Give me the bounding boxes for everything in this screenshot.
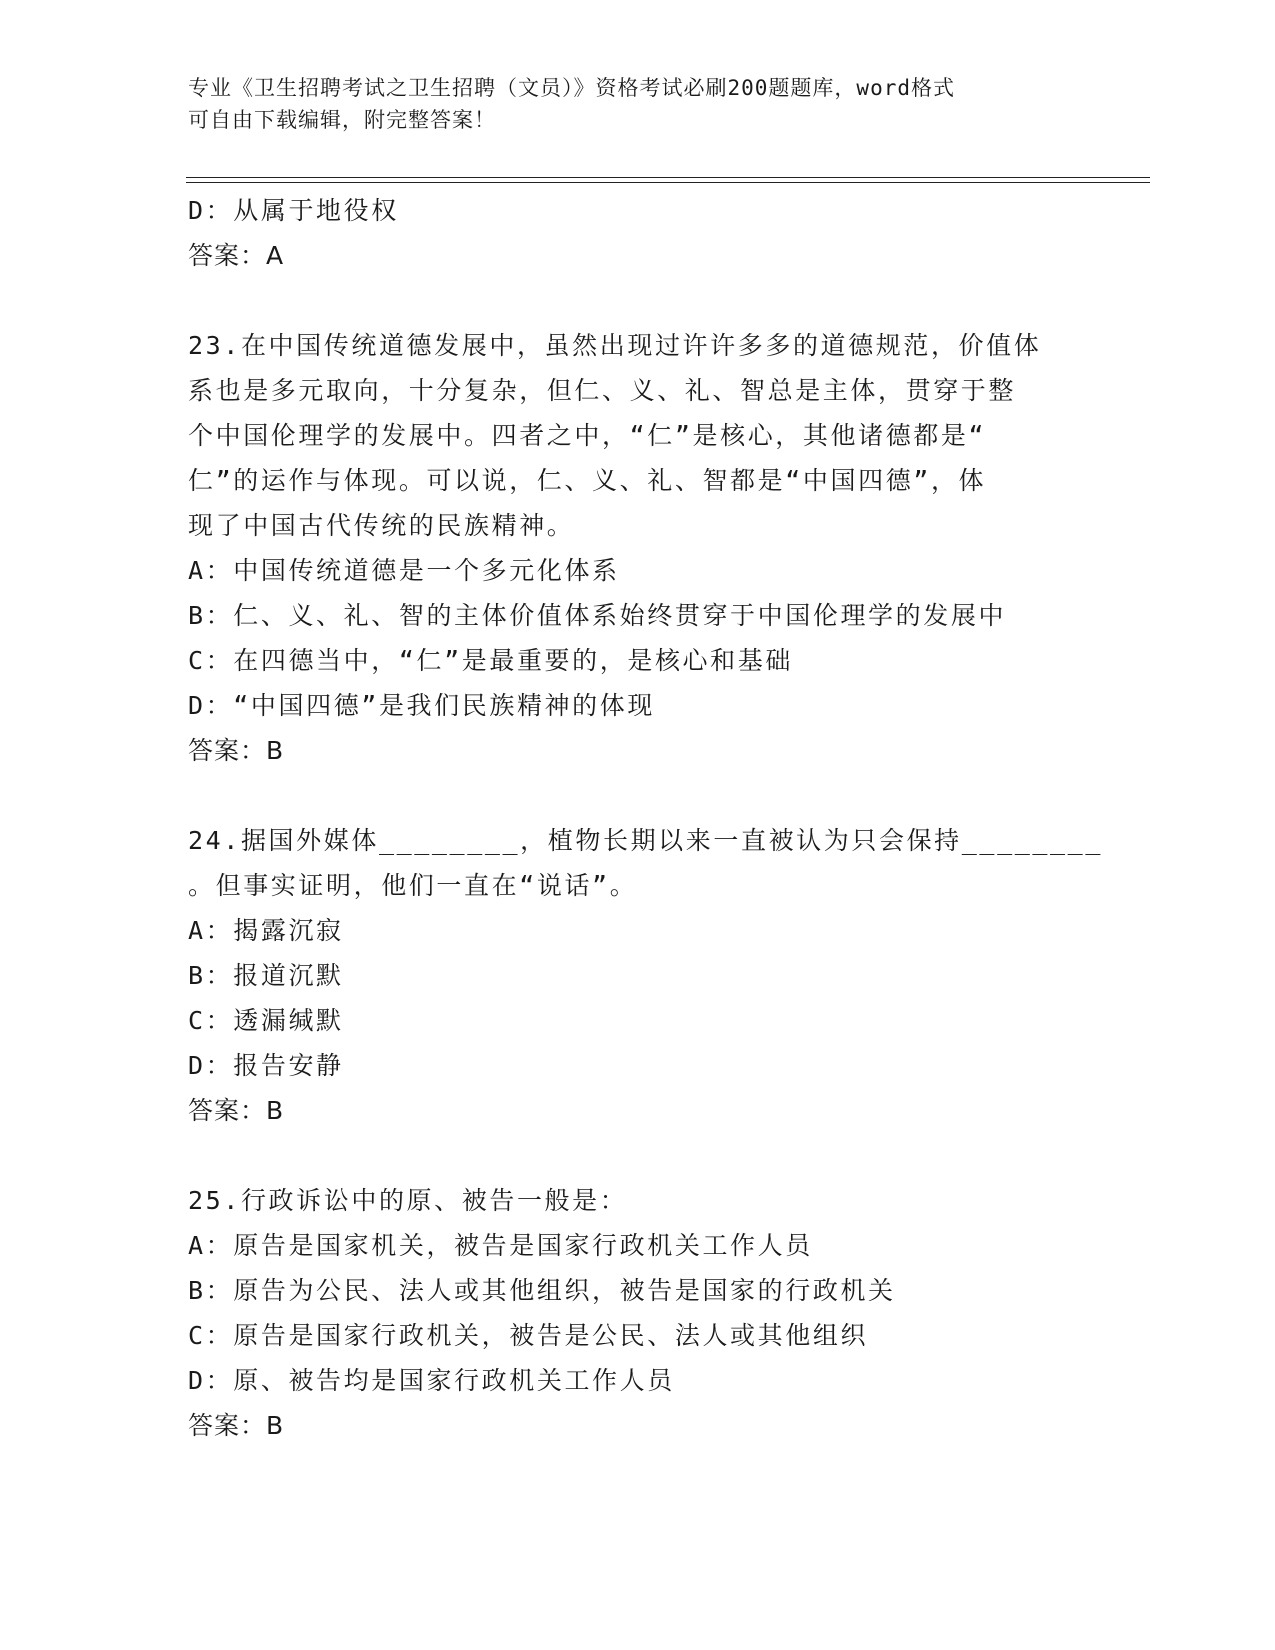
question-text-line: 23.在中国传统道德发展中，虽然出现过许许多多的道德规范，价值体	[188, 331, 1042, 360]
option-c: C：在四德当中，“仁”是最重要的，是核心和基础	[188, 646, 793, 675]
header-divider-top	[186, 177, 1150, 178]
header-divider-bottom	[186, 182, 1150, 183]
header-line-1: 专业《卫生招聘考试之卫生招聘（文员）》资格考试必刷200题题库，word格式	[188, 76, 955, 100]
page-content	[188, 188, 1103, 1448]
question-text-line: 系也是多元取向，十分复杂，但仁、义、礼、智总是主体，贯穿于整	[188, 376, 1017, 405]
option-a: A：中国传统道德是一个多元化体系	[188, 556, 620, 585]
header-line-2: 可自由下载编辑，附完整答案！	[188, 108, 496, 132]
question-24	[188, 818, 1103, 1133]
answer-line: 答案：B	[188, 736, 285, 765]
question-text-line: 仁”的运作与体现。可以说，仁、义、礼、智都是“中国四德”，体	[188, 466, 987, 495]
option-b: B：报道沉默	[188, 961, 344, 990]
question-text-line: 现了中国古代传统的民族精神。	[188, 511, 575, 540]
question-text-line: 25.行政诉讼中的原、被告一般是：	[188, 1186, 628, 1215]
spacer	[188, 1133, 1088, 1178]
option-a: A：原告是国家机关，被告是国家行政机关工作人员	[188, 1231, 813, 1260]
option-d: D：原、被告均是国家行政机关工作人员	[188, 1366, 675, 1395]
option-d: D：从属于地役权	[188, 196, 399, 225]
spacer	[188, 278, 1088, 323]
question-text-line: 24.据国外媒体________，植物长期以来一直被认为只会保持________	[188, 826, 1103, 855]
option-d: D：报告安静	[188, 1051, 344, 1080]
option-c: C：透漏缄默	[188, 1006, 344, 1035]
option-d: D：“中国四德”是我们民族精神的体现	[188, 691, 655, 720]
question-text-line: 个中国伦理学的发展中。四者之中，“仁”是核心，其他诸德都是“	[188, 421, 987, 450]
document-header	[188, 72, 1078, 136]
answer-line: 答案：B	[188, 1411, 285, 1440]
spacer	[188, 773, 1088, 818]
option-a: A：揭露沉寂	[188, 916, 344, 945]
question-23	[188, 323, 1088, 773]
option-b: B：原告为公民、法人或其他组织，被告是国家的行政机关	[188, 1276, 896, 1305]
option-c: C：原告是国家行政机关，被告是公民、法人或其他组织	[188, 1321, 869, 1350]
question-25	[188, 1178, 1088, 1448]
answer-line: 答案：B	[188, 1096, 285, 1125]
question-text-line: 。但事实证明，他们一直在“说话”。	[188, 871, 638, 900]
option-b: B：仁、义、礼、智的主体价值体系始终贯穿于中国伦理学的发展中	[188, 601, 1007, 630]
answer-line: 答案：A	[188, 241, 285, 270]
